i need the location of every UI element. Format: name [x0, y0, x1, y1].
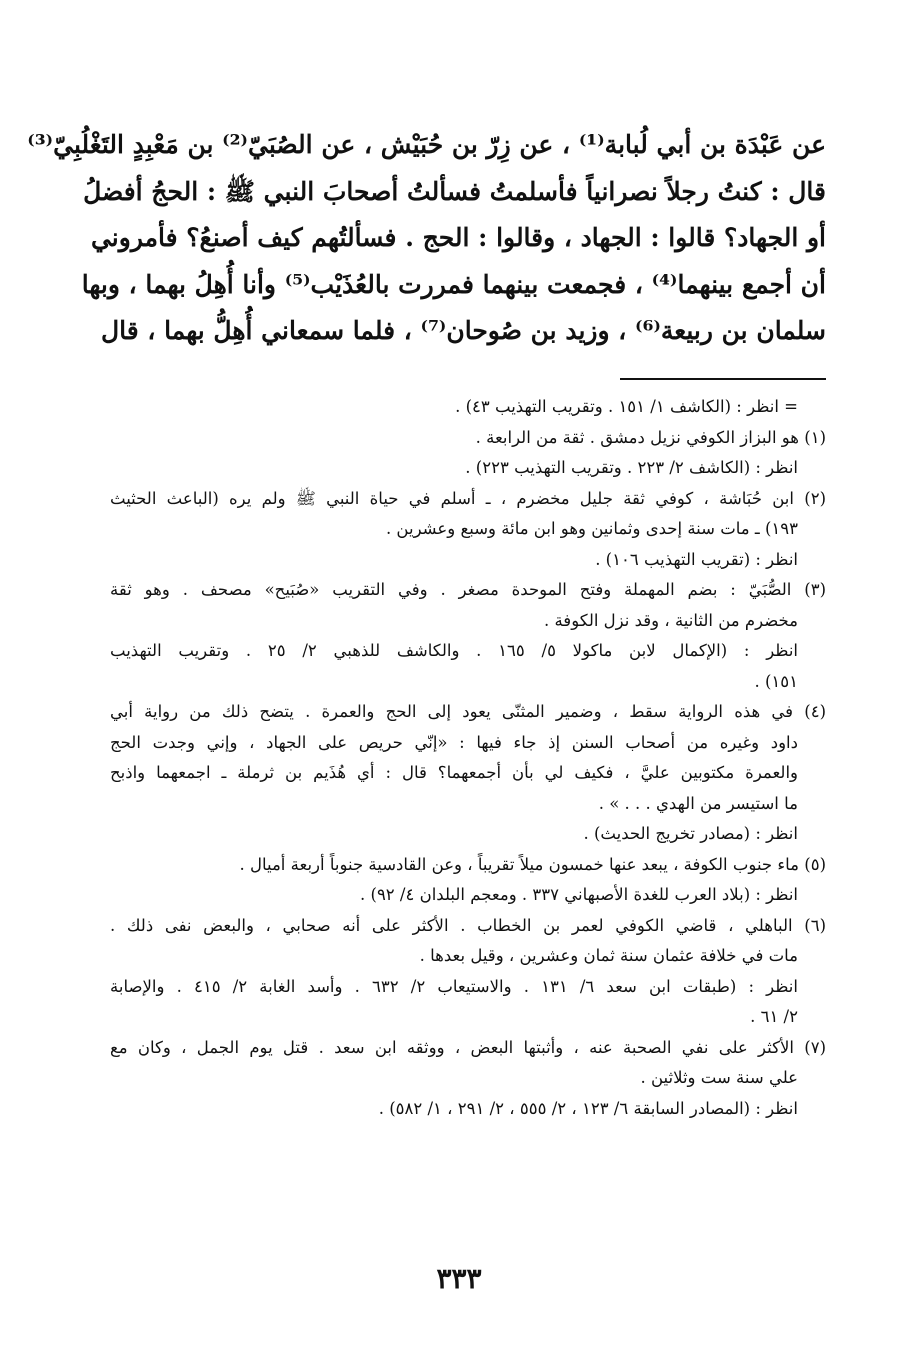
footnote-line: ١٥١) . — [754, 671, 798, 691]
footnote-line: (١) هو البزاز الكوفي نزيل دمشق . ثقة من الرابعة . — [475, 427, 826, 447]
footnote-line: (٣) الصُّبَيّ : بضم المهملة وفتح الموحدة مصغر . وفي التقريب «صُبَيح» مصحف . وهو ثقة — [110, 580, 826, 599]
footnote-line: داود وغيره من أصحاب السنن إذ جاء فيها : «إنّي حريص على الجهاد ، وإني وجدت الحج — [110, 732, 798, 752]
footnote-line: والعمرة مكتوبين عليَّ ، فكيف لي بأن أجمعهما؟ قال : أي هُذَيم بن ثرملة ـ اجمعهما واذبح — [110, 763, 798, 782]
footnote-line: انظر : (الكاشف ٢/ ٢٢٣ . وتقريب التهذيب ٢٢٣) . — [465, 458, 798, 477]
footnote-line: انظر : (الإكمال لابن ماكولا ٥/ ١٦٥ . والكاشف للذهبي ٢/ ٢٥ . وتقريب التهذيب — [110, 641, 799, 660]
footnote-line: انظر : (طبقات ابن سعد ٦/ ١٣١ . والاستيعاب ٢/ ٦٣٢ . وأسد الغابة ٢/ ٤١٥ . والإصابة — [110, 976, 798, 996]
main-text-line: أو الجهاد؟ قالوا : الجهاد ، وقالوا : الحج . فسألتُهم كيف أصنعُ؟ فأمروني — [90, 223, 826, 252]
footnote-separator-rule — [620, 378, 826, 380]
main-text-line: سلمان بن ربيعة⁽⁶⁾ ، وزيد بن صُوحان⁽⁷⁾ ، فلما سمعاني أُهِلُّ بهما ، قال — [100, 316, 826, 345]
footnotes-block — [110, 392, 826, 1124]
footnote-line: علي سنة ست وثلاثين . — [640, 1068, 798, 1087]
footnote-line: (٧) الأكثر على نفي الصحبة عنه ، وأثبتها البعض ، ووثقه ابن سعد . قتل يوم الجمل ، وكان مع — [110, 1037, 826, 1057]
footnote-line: ١٩٣) ـ مات سنة إحدى وثمانين وهو ابن مائة وسبع وعشرين . — [385, 519, 798, 538]
main-text-block — [27, 122, 826, 355]
page-number: ٣٣٣ — [436, 1262, 482, 1295]
footnote-line: انظر : (المصادر السابقة ٦/ ١٢٣ ، ٢/ ٥٥٥ ، ٢/ ٢٩١ ، ١/ ٥٨٢) . — [378, 1098, 798, 1118]
footnote-line: مخضرم من الثانية ، وقد نزل الكوفة . — [543, 610, 798, 630]
footnote-line: انظر : (بلاد العرب للغدة الأصبهاني ٣٣٧ . ومعجم البلدان ٤/ ٩٢) . — [360, 885, 798, 904]
main-text-line: قال : كنتُ رجلاً نصرانياً فأسلمتُ فسألتُ أصحابَ النبي ﷺ : الحجُ أفضلُ — [83, 176, 826, 206]
footnote-line: (٥) ماء جنوب الكوفة ، يبعد عنها خمسون ميلاً تقريباً ، وعن القادسية جنوباً أربعة أميال . — [239, 854, 826, 874]
footnote-line: ٢/ ٦١ . — [750, 1007, 798, 1026]
footnote-line: = انظر : (الكاشف ١/ ١٥١ . وتقريب التهذيب ٤٣) . — [455, 397, 798, 416]
footnote-line: ما استيسر من الهدي . . . » . — [598, 793, 798, 813]
footnote-line: انظر : (مصادر تخريج الحديث) . — [583, 824, 798, 843]
main-text-line: أن أجمع بينهما⁽⁴⁾ ، فجمعت بينهما فمررت بالعُذَيْب⁽⁵⁾ وأنا أُهِلُ بهما ، وبها — [81, 269, 826, 299]
footnote-line: (٦) الباهلي ، قاضي الكوفي لعمر بن الخطاب . الأكثر على أنه صحابي ، والبعض نفى ذلك . — [110, 915, 826, 935]
footnote-line: مات في خلافة عثمان سنة ثمان وعشرين ، وقيل بعدها . — [419, 946, 798, 965]
footnote-line: انظر : (تقريب التهذيب ١٠٦) . — [595, 549, 798, 569]
main-text-line: عن عَبْدَة بن أبي لُبابة⁽¹⁾ ، عن زِرّ بن حُبَيْش ، عن الصُبَيّ⁽²⁾ بن مَعْبِدٍ التَغْلُبِيّ⁽³⁾ — [27, 130, 826, 159]
footnote-line: (٤) في هذه الرواية سقط ، وضمير المثنّى يعود إلى الحج والعمرة . يتضح ذلك من رواية أبي — [110, 702, 826, 721]
footnote-line: (٢) ابن حُبَاشة ، كوفي ثقة جليل مخضرم ، ـ أسلم في حياة النبي ﷺ ولم يره (الباعث الحثيث — [110, 488, 826, 508]
